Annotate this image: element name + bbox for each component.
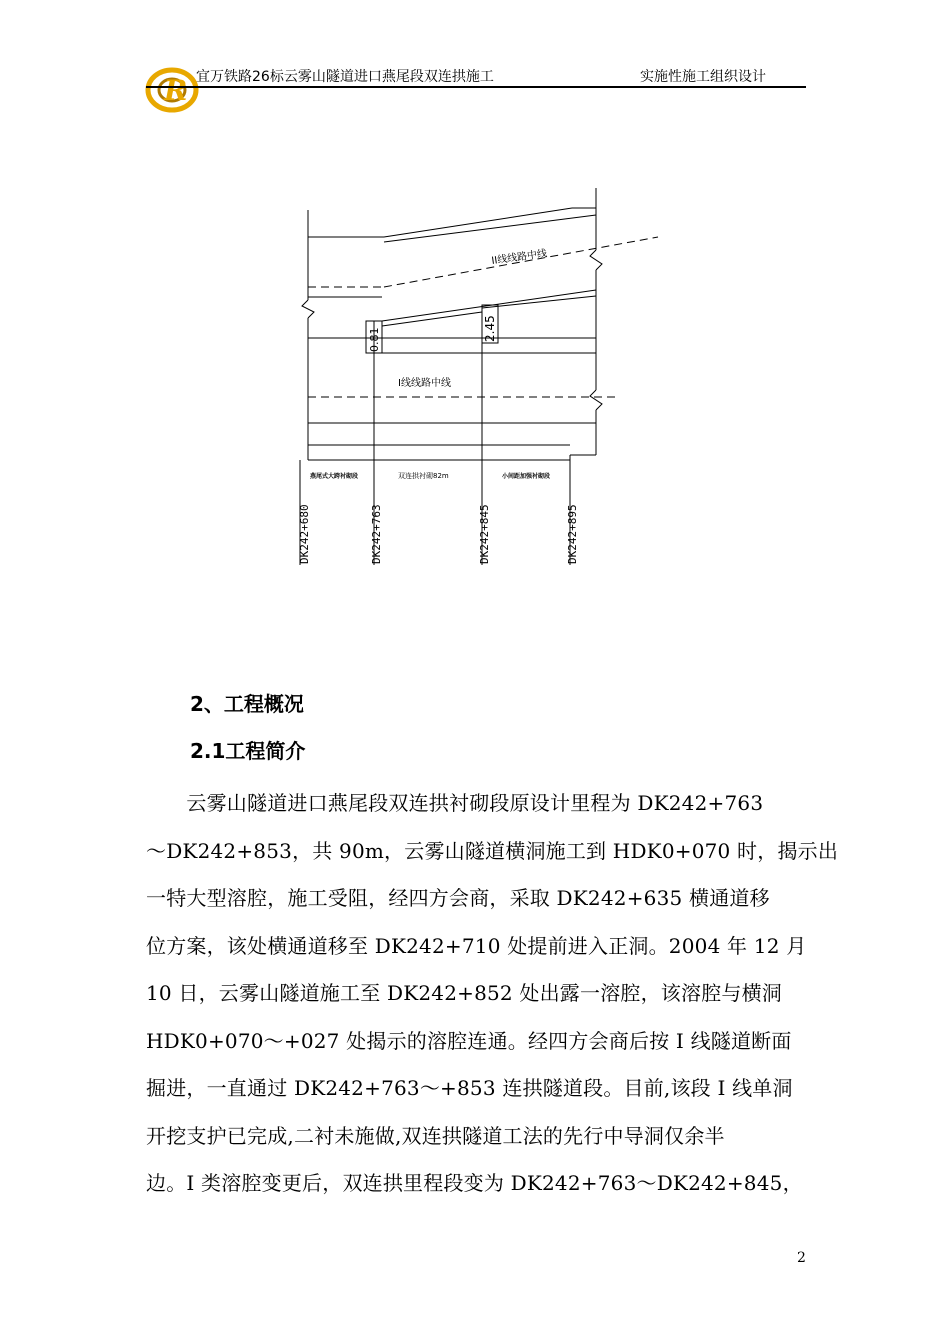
dimension-left: 0.81 [368,327,381,352]
line1-centerline-label: I线线路中线 [398,378,451,389]
company-logo [144,66,204,118]
line2-centerline-label: II线线路中线 [490,248,548,267]
paragraph-line: 位方案，该处横通道移至 DK242+710 处提前进入正洞。2004 年 12 月 [146,933,807,958]
logo-letter: R [164,74,188,107]
header-rule [146,86,806,88]
paragraph-line: 边。I 类溶腔变更后，双连拱里程段变为 DK242+763～DK242+845， [146,1171,803,1195]
dimension-right: 2.45 [483,315,497,342]
page-number: 2 [797,1250,806,1266]
header-doc-type: 实施性施工组织设计 [640,69,766,85]
station-label: DK242+845 [478,504,491,564]
tunnel-plan-drawing [280,180,680,584]
station-label: DK242+680 [298,504,311,564]
segment-label-1: 燕尾式大跨衬砌段 [310,473,359,480]
subsection-heading: 2.1工程简介 [190,739,306,763]
station-label: DK242+763 [370,504,383,564]
paragraph-line: 开挖支护已完成,二衬未施做,双连拱隧道工法的先行中导洞仅余半 [146,1123,725,1148]
project-intro-paragraph [146,780,839,1208]
header-title: 宜万铁路26标云雾山隧道进口燕尾段双连拱施工 [196,69,494,85]
paragraph-line: 掘进，一直通过 DK242+763～+853 连拱隧道段。目前,该段 I 线单洞 [146,1076,793,1100]
segment-label-2: 双连拱衬砌82m [398,472,449,480]
segment-label-3: 小间距加强衬砌段 [502,473,551,480]
paragraph-line: 10 日，云雾山隧道施工至 DK242+852 处出露一溶腔，该溶腔与横洞 [146,981,783,1005]
paragraph-line: ～DK242+853，共 90m，云雾山隧道横洞施工到 HDK0+070 时，揭示出 [146,838,839,863]
paragraph-line: 一特大型溶腔，施工受阻，经四方会商，采取 DK242+635 横通道移 [146,886,770,910]
station-label: DK242+895 [566,504,579,564]
paragraph-line: 云雾山隧道进口燕尾段双连拱衬砌段原设计里程为 DK242+763 [146,791,764,815]
section-heading: 2、工程概况 [190,692,304,716]
paragraph-line: HDK0+070～+027 处揭示的溶腔连通。经四方会商后按 I 线隧道断面 [146,1028,792,1053]
